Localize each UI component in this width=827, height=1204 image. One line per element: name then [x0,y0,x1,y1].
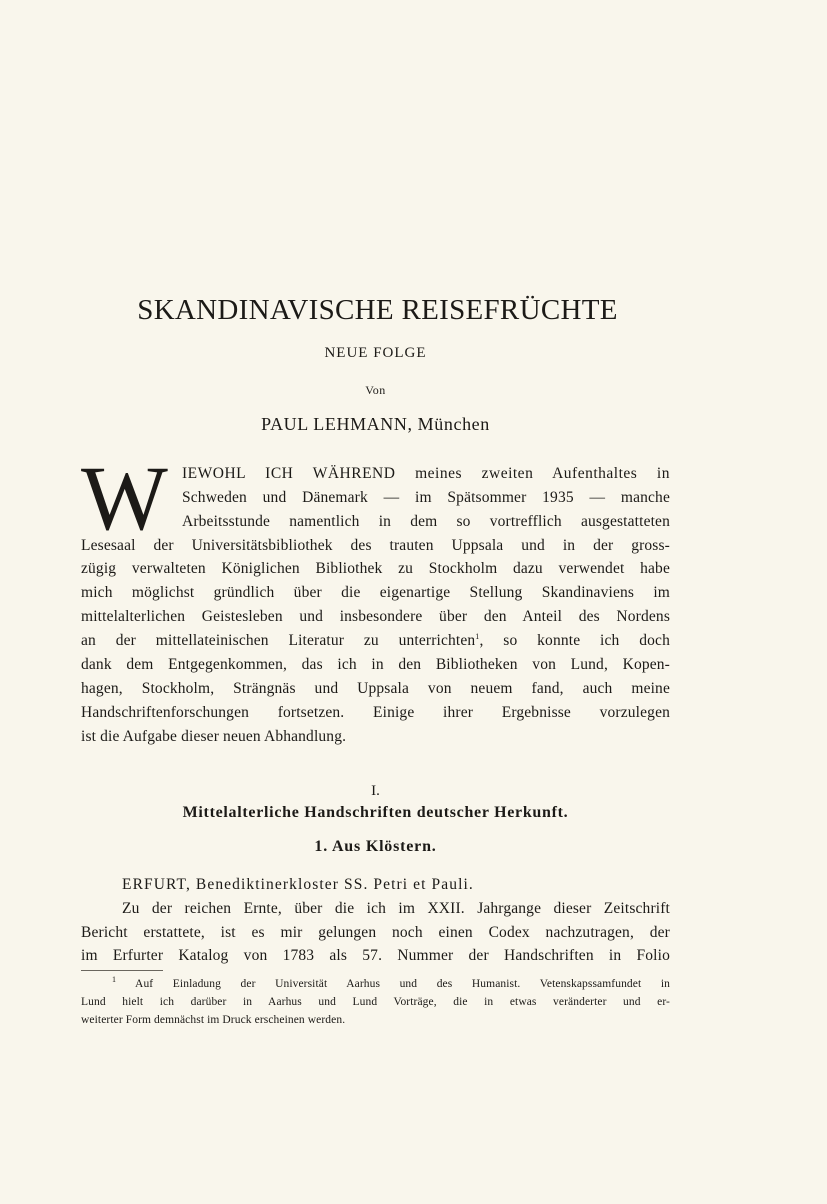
intro-line: dank dem Entgegenkommen, das ich in den Bibliotheken von Lund, Kopen- [81,656,670,673]
intro-line-with-footnote [81,631,670,651]
article-title: SKANDINAVISCHE REISEFRÜCHTE [137,294,618,326]
entry-line: Bericht erstattete, ist es mir gelungen noch einen Codex nachzutragen, der [81,924,670,941]
intro-line: ist die Aufgabe dieser neuen Abhandlung. [81,728,347,745]
author-name: PAUL LEHMANN, München [261,414,490,434]
entry-place-label: ERFURT, Benediktinerkloster SS. Petri et Pauli. [122,876,474,893]
footnote-line [112,976,670,993]
intro-line: zügig verwalteten Königlichen Bibliothek zu Stockholm dazu verwendet habe [81,560,670,577]
intro-line-text: an der mittellateinischen Literatur zu unterrichten [81,632,476,649]
intro-line: Handschriftenforschungen fortsetzen. Einige ihrer Ergebnisse vorzulegen [81,704,670,721]
intro-line: mich möglichst gründlich über die eigenartige Stellung Skandinaviens im [81,584,670,601]
drop-cap-initial: W [81,447,168,549]
intro-line: hagen, Stockholm, Strängnäs und Uppsala von neuem fand, auch meine [81,680,670,697]
entry-line: im Erfurter Katalog von 1783 als 57. Nummer der Handschriften in Folio [81,947,670,964]
entry-line: Zu der reichen Ernte, über die ich im XXII. Jahrgange dieser Zeitschrift [122,900,670,917]
intro-line: IEWOHL ICH WÄHREND meines zweiten Aufenthaltes in [182,465,670,482]
footnote-divider [81,970,163,971]
section-heading: Mittelalterliche Handschriften deutscher Herkunft. [182,804,569,821]
intro-line: Arbeitsstunde namentlich in dem so vortrefflich ausgestatteten [182,513,670,530]
footnote-mark: 1 [112,975,117,985]
intro-line: mittelalterlichen Geistesleben und insbesondere über den Anteil des Nordens [81,608,670,625]
intro-line: Schweden und Dänemark — im Spätsommer 1935 — manche [182,489,670,506]
footnote-text: Auf Einladung der Universität Aarhus und des Humanist. Vetenskapssamfundet in [135,978,670,990]
subsection-heading: 1. Aus Klöstern. [314,838,437,855]
footnote-reference: 1 [475,631,480,641]
byline-von: Von [365,383,386,397]
article-subtitle: NEUE FOLGE [324,345,427,361]
intro-line-tail: , so konnte ich doch [479,632,670,649]
footnote-line: weiterter Form demnächst im Druck erscheinen werden. [81,1014,346,1026]
intro-line: Lesesaal der Universitätsbibliothek des trauten Uppsala und in der gross- [81,537,670,554]
section-number: I. [371,783,380,799]
footnote-line: Lund hielt ich darüber in Aarhus und Lund Vorträge, die in etwas veränderter und er- [81,996,670,1008]
